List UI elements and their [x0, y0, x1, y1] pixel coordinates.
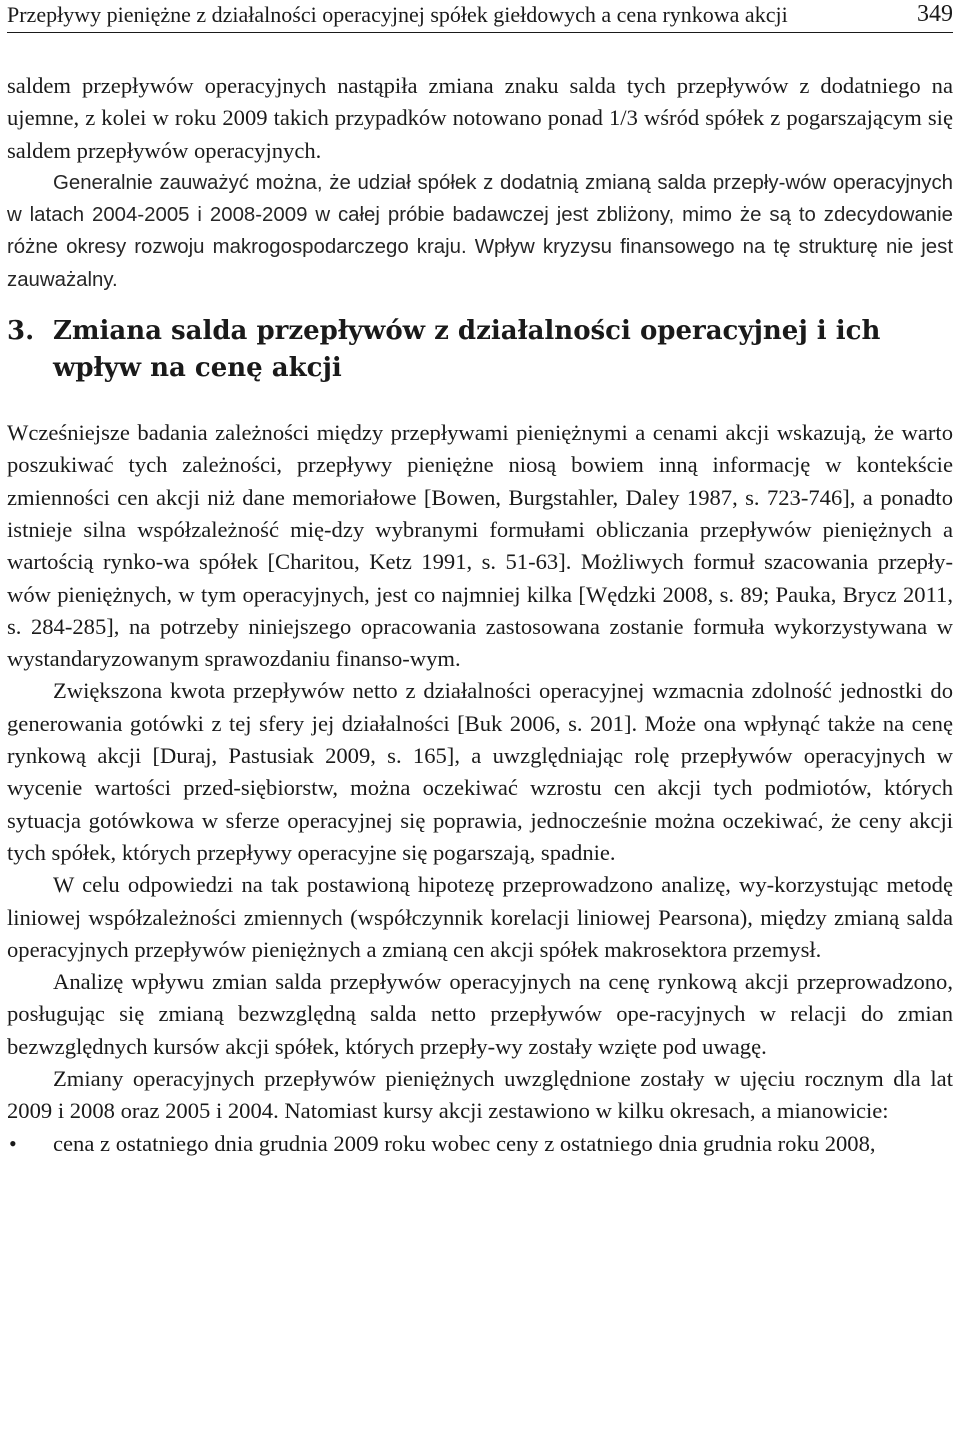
paragraph: Analizę wpływu zmian salda przepływów operacyjnych na cenę rynkową akcji przeprowadzono, posługując się zmianą bezwzględną salda netto przepływów ope-racyjnych w relacji do zmian bezwzględnych kursów akcji spółek, których przepły-wy zostały wzięte pod uwagę.: [7, 969, 953, 1059]
bullet-list: [7, 1128, 953, 1160]
paragraph: Generalnie zauważyć można, że udział spółek z dodatnią zmianą salda przepły-wów operacyjnych w latach 2004-2005 i 2008-2009 w całej próbie badawczej jest zbliżony, mimo że są to zdecydowanie różne okresy rozwoju makrogospodarczego kraju. Wpływ kryzysu finansowego na tę strukturę nie jest zauważalny.: [7, 171, 953, 291]
paragraph: Zmiany operacyjnych przepływów pieniężnych uwzględnione zostały w ujęciu rocznym dla lat 2009 i 2008 oraz 2005 i 2004. Natomiast kursy akcji zestawiono w kilku okresach, a mianowicie:: [7, 1066, 953, 1124]
paragraph: Wcześniejsze badania zależności między przepływami pieniężnymi a cenami akcji wskazują, że warto poszukiwać tych zależności, przepływy pieniężne niosą bowiem inną informację w kontekście zmienności cen akcji niż dane memoriałowe [Bowen, Burgstahler, Daley 1987, s. 723-746], a ponadto istnieje silna współzależność mię-dzy wybranymi formułami obliczania przepływów pieniężnych a wartością rynko-wa spółek [Charitou, Ketz 1991, s. 51-63]. Możliwych formuł szacowania przepły-wów pieniężnych, w tym operacyjnych, jest co najmniej kilka [Wędzki 2008, s. 89; Pauka, Brycz 2011, s. 284-285], na potrzeby niniejszego opracowania zastosowana zostanie formuła wykorzystywana w wystandaryzowanym sprawozdaniu finanso-wym.: [7, 420, 953, 672]
section-title: Zmiana salda przepływów z działalności operacyjnej i ich wpływ na cenę akcji: [53, 316, 881, 384]
page-number: 349: [917, 1, 953, 27]
page-content: [7, 70, 953, 1160]
running-title: Przepływy pieniężne z działalności operacyjnej spółek giełdowych a cena rynkowa akcji: [7, 2, 788, 27]
paragraph: Zwiększona kwota przepływów netto z działalności operacyjnej wzmacnia zdolność jednostki do generowania gotówki z tej sfery jej działalności [Buk 2006, s. 201]. Może ona wpłynąć także na cenę rynkową akcji [Duraj, Pastusiak 2009, s. 165], a uwzględniając rolę przepływów operacyjnych w wycenie wartości przed-siębiorstw, można oczekiwać wzrostu cen akcji tych podmiotów, których sytuacja gotówkowa w sferze operacyjnej się poprawia, jednocześnie można oczekiwać, że ceny akcji tych spółek, których przepływy operacyjne się pogarszają, spadnie.: [7, 678, 953, 865]
bullet-icon: •: [9, 1130, 17, 1156]
running-header: [7, 0, 953, 33]
section-heading: [7, 313, 953, 387]
paragraph: saldem przepływów operacyjnych nastąpiła zmiana znaku salda tych przepływów z dodatniego na ujemne, z kolei w roku 2009 takich przypadków notowano ponad 1/3 wśród spółek z pogarszającym się saldem przepływów operacyjnych.: [7, 73, 953, 163]
paragraph: W celu odpowiedzi na tak postawioną hipotezę przeprowadzono analizę, wy-korzystując metodę liniowej współzależności zmiennych (współczynnik korelacji liniowej Pearsona), między zmianą salda operacyjnych przepływów pieniężnych a zmianą cen akcji spółek makrosektora przemysł.: [7, 872, 953, 962]
list-item-text: cena z ostatniego dnia grudnia 2009 roku wobec ceny z ostatniego dnia grudnia roku 2008,: [53, 1130, 876, 1156]
list-item: [7, 1128, 953, 1160]
section-number: 3.: [7, 316, 35, 347]
